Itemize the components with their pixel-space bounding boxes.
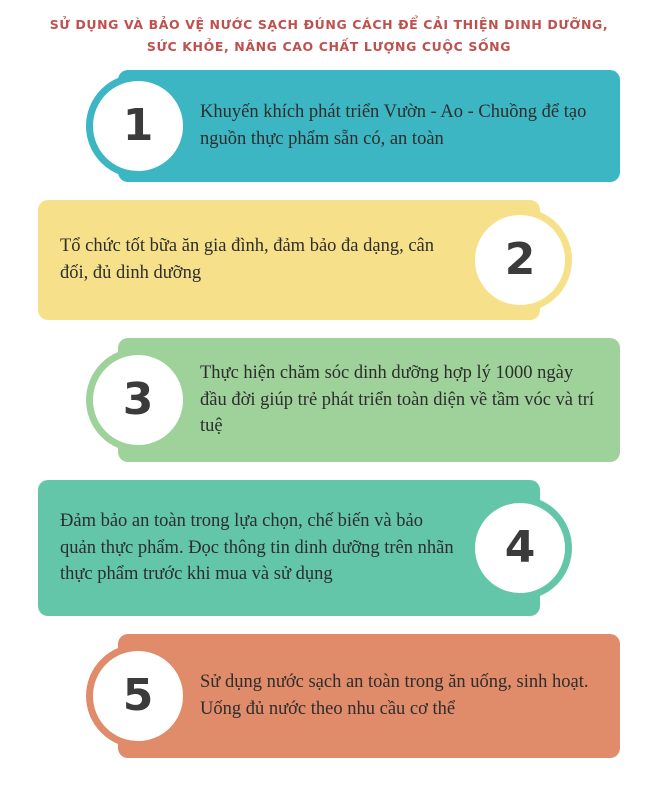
step-number-3: 3	[122, 373, 154, 425]
step-number-1: 1	[122, 99, 154, 151]
step-text-1: Khuyến khích phát triển Vườn - Ao - Chuồng để tạo nguồn thực phẩm sẵn có, an toàn	[200, 101, 587, 149]
list-item	[0, 338, 658, 462]
step-circle-1	[86, 74, 190, 178]
page-title	[0, 0, 658, 64]
title-line-2: SỨC KHỎE, NÂNG CAO CHẤT LƯỢNG CUỘC SỐNG	[146, 38, 512, 54]
list-item	[0, 200, 658, 320]
step-number-2: 2	[504, 233, 536, 285]
step-text-4: Đảm bảo an toàn trong lựa chọn, chế biến và bảo quản thực phẩm. Đọc thông tin dinh dưỡng trên nhãn thực phẩm trước khi mua và sử dụng	[60, 510, 454, 585]
step-number-4: 4	[504, 521, 536, 573]
step-circle-2	[468, 208, 572, 312]
step-number-5: 5	[122, 669, 154, 721]
step-text-5: Sử dụng nước sạch an toàn trong ăn uống, sinh hoạt. Uống đủ nước theo nhu cầu cơ thể	[200, 671, 589, 719]
step-circle-4	[468, 496, 572, 600]
step-text-3: Thực hiện chăm sóc dinh dưỡng hợp lý 1000 ngày đầu đời giúp trẻ phát triển toàn diện về tầm vóc và trí tuệ	[200, 362, 595, 437]
list-item	[0, 70, 658, 182]
steps-list	[0, 70, 658, 758]
step-circle-5	[86, 644, 190, 748]
list-item	[0, 634, 658, 758]
step-text-2: Tổ chức tốt bữa ăn gia đình, đảm bảo đa dạng, cân đối, đủ dinh dưỡng	[60, 235, 435, 283]
list-item	[0, 480, 658, 616]
step-circle-3	[86, 348, 190, 452]
title-line-1: SỬ DỤNG VÀ BẢO VỆ NƯỚC SẠCH ĐÚNG CÁCH ĐỂ CẢI THIỆN DINH DƯỠNG,	[49, 17, 609, 32]
